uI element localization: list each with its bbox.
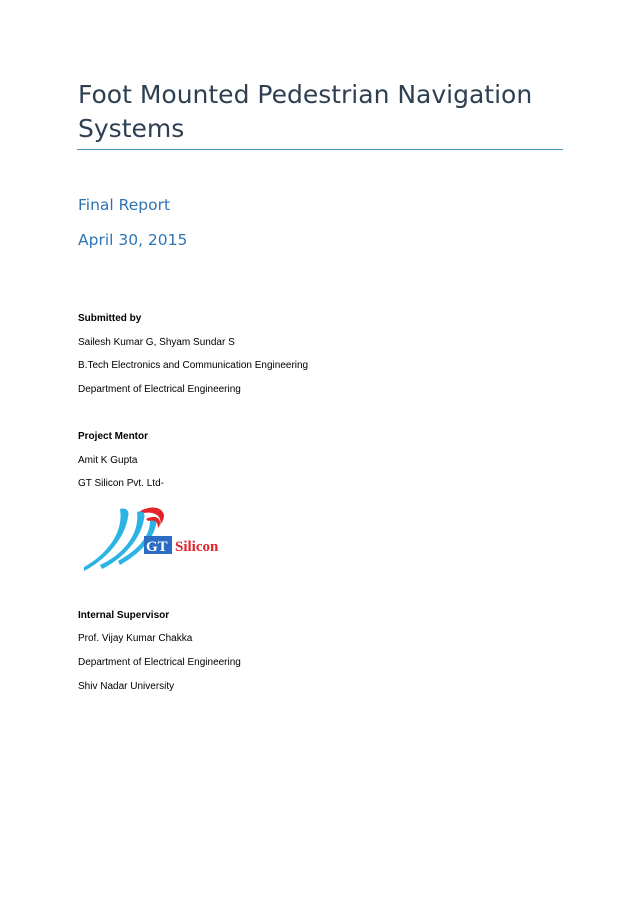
supervisor-university: Shiv Nadar University <box>78 681 175 692</box>
internal-supervisor-heading: Internal Supervisor <box>78 610 170 621</box>
supervisor-department: Department of Electrical Engineering <box>78 657 241 668</box>
logo-gt-text: GT <box>146 539 168 555</box>
title-divider <box>77 149 563 150</box>
report-date: April 30, 2015 <box>78 231 188 249</box>
author-department: Department of Electrical Engineering <box>78 384 241 395</box>
report-subtitle: Final Report <box>78 196 171 214</box>
author-names: Sailesh Kumar G, Shyam Sundar S <box>78 337 235 348</box>
degree-program: B.Tech Electronics and Communication Engineering <box>78 360 309 371</box>
gt-silicon-logo <box>80 503 232 575</box>
project-mentor-heading: Project Mentor <box>78 431 149 442</box>
supervisor-name: Prof. Vijay Kumar Chakka <box>78 633 193 644</box>
submitted-by-heading: Submitted by <box>78 313 142 324</box>
mentor-name: Amit K Gupta <box>78 455 138 466</box>
document-title: Foot Mounted Pedestrian Navigation Systems <box>78 80 533 143</box>
mentor-company: GT Silicon Pvt. Ltd- <box>78 478 164 489</box>
logo-silicon-text: Silicon <box>175 539 219 555</box>
